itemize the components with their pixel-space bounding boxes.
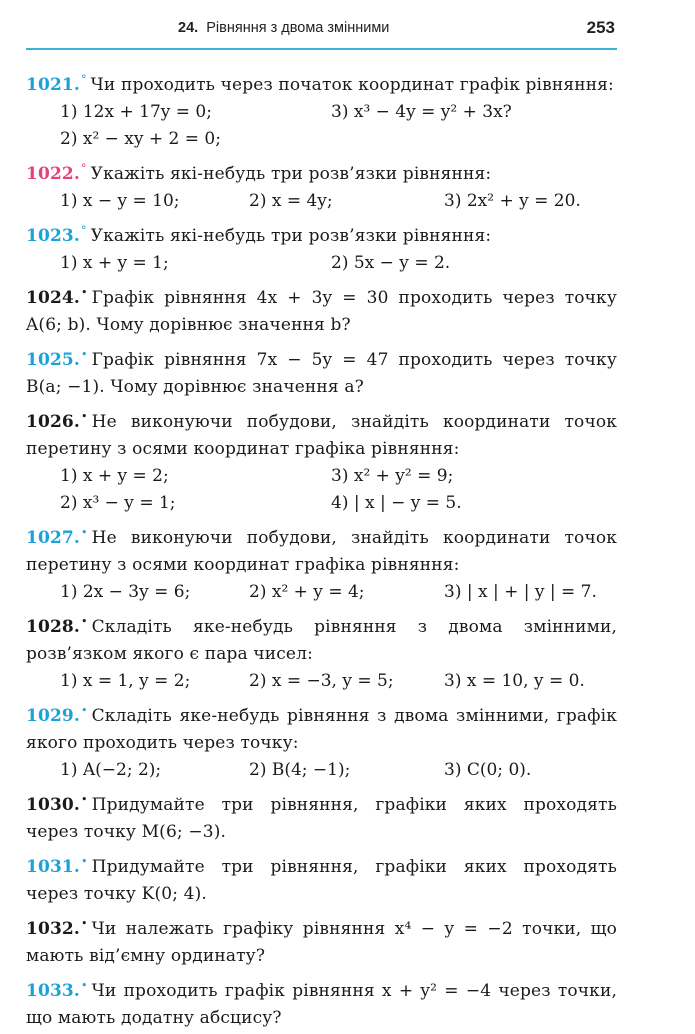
answer-option: 2) 5x − y = 2. [331, 253, 451, 273]
answer-option: 1) 2x − 3y = 6; [60, 582, 191, 602]
answer-option: 2) x³ − y = 1; [60, 493, 176, 513]
difficulty-mark: • [80, 793, 88, 806]
option-row [26, 490, 617, 517]
problem-statement [26, 403, 617, 463]
problem-text: Укажіть які-небудь три розв’язки рівняння: [90, 164, 492, 184]
answer-option: 3) C(0; 0). [444, 760, 532, 780]
section-number: 24. [178, 20, 199, 36]
answer-option: 3) x³ − 4y = y² + 3x? [331, 102, 512, 122]
problem-text: Не виконуючи побудови, знайдіть координати точок перетину з осями координат графіка рівняння: [26, 412, 617, 459]
problem-number: 1027. [26, 528, 80, 548]
problem-1022 [26, 155, 617, 215]
problem-text: Графік рівняння 7x − 5y = 47 проходить через точку B(a; −1). Чому дорівнює значення a? [26, 350, 617, 397]
problem-1021 [26, 66, 617, 153]
problem-number: 1033. [26, 981, 80, 1001]
problem-statement [26, 910, 617, 970]
problem-statement [26, 279, 617, 339]
option-row [26, 463, 617, 490]
problem-text: Графік рівняння 4x + 3y = 30 проходить через точку A(6; b). Чому дорівнює значення b? [26, 288, 617, 335]
problem-number: 1025. [26, 350, 80, 370]
answer-option: 1) A(−2; 2); [60, 760, 162, 780]
answer-option: 3) x² + y² = 9; [331, 466, 454, 486]
answer-option: 3) 2x² + y = 20. [444, 191, 581, 211]
problem-1031 [26, 848, 617, 908]
answer-option: 3) | x | + | y | = 7. [444, 582, 597, 602]
answer-option: 2) B(4; −1); [249, 760, 351, 780]
problem-statement [26, 155, 617, 188]
difficulty-mark: ° [80, 73, 87, 86]
answer-option: 2) x² − xy + 2 = 0; [60, 129, 221, 149]
problem-statement [26, 697, 617, 757]
difficulty-mark: • [80, 704, 88, 717]
problem-text: Придумайте три рівняння, графіки яких проходять через точку M(6; −3). [26, 795, 617, 842]
answer-option: 1) x + y = 1; [60, 253, 169, 273]
difficulty-mark: • [80, 917, 88, 930]
problem-text: Не виконуючи побудови, знайдіть координати точок перетину з осями координат графіка рівняння: [26, 528, 617, 575]
problem-number: 1024. [26, 288, 80, 308]
problem-1030 [26, 786, 617, 846]
problem-text: Укажіть які-небудь три розв’язки рівняння: [90, 226, 492, 246]
difficulty-mark: • [80, 979, 88, 992]
answer-option: 2) x = −3, y = 5; [249, 671, 394, 691]
difficulty-mark: • [80, 286, 88, 299]
header-rule [26, 48, 617, 50]
difficulty-mark: • [80, 526, 88, 539]
problem-statement [26, 341, 617, 401]
problem-statement [26, 66, 617, 99]
option-row [26, 579, 617, 606]
problem-number: 1031. [26, 857, 80, 877]
section-title: Рівняння з двома змінними [206, 20, 390, 36]
problem-number: 1026. [26, 412, 80, 432]
problem-number: 1029. [26, 706, 80, 726]
problem-text: Чи належать графіку рівняння x⁴ − y = −2 точки, що мають від’ємну ординату? [26, 919, 617, 966]
answer-option: 1) x + y = 2; [60, 466, 169, 486]
answer-option: 3) x = 10, y = 0. [444, 671, 585, 691]
option-row [26, 668, 617, 695]
difficulty-mark: • [80, 348, 88, 361]
difficulty-mark: ° [80, 224, 87, 237]
option-row [26, 250, 617, 277]
problem-text: Складіть яке-небудь рівняння з двома змінними, розв’язком якого є пара чисел: [26, 617, 617, 664]
option-row [26, 126, 617, 153]
option-row [26, 757, 617, 784]
problem-number: 1030. [26, 795, 80, 815]
option-row [26, 99, 617, 126]
answer-option: 4) | x | − y = 5. [331, 493, 462, 513]
problem-statement [26, 848, 617, 908]
problem-statement [26, 519, 617, 579]
answer-option: 2) x² + y = 4; [249, 582, 365, 602]
problem-1032 [26, 910, 617, 970]
option-row [26, 188, 617, 215]
problem-text: Придумайте три рівняння, графіки яких проходять через точку K(0; 4). [26, 857, 617, 904]
difficulty-mark: • [80, 410, 88, 423]
problem-1033 [26, 972, 617, 1032]
problem-number: 1028. [26, 617, 80, 637]
problem-1024 [26, 279, 617, 339]
difficulty-mark: • [80, 855, 88, 868]
problem-statement [26, 608, 617, 668]
problem-statement [26, 972, 617, 1032]
problem-1025 [26, 341, 617, 401]
problem-1027 [26, 519, 617, 606]
problem-number: 1021. [26, 75, 80, 95]
answer-option: 2) x = 4y; [249, 191, 333, 211]
problem-number: 1023. [26, 226, 80, 246]
problem-text: Складіть яке-небудь рівняння з двома змінними, графік якого проходить через точку: [26, 706, 617, 753]
problem-1023 [26, 217, 617, 277]
page-header [0, 0, 695, 50]
answer-option: 1) x − y = 10; [60, 191, 180, 211]
page-number: 253 [586, 18, 615, 37]
problem-1028 [26, 608, 617, 695]
problem-list [26, 66, 617, 1034]
difficulty-mark: • [80, 615, 88, 628]
problem-1026 [26, 403, 617, 517]
answer-option: 1) 12x + 17y = 0; [60, 102, 212, 122]
problem-1029 [26, 697, 617, 784]
problem-number: 1022. [26, 164, 80, 184]
problem-statement [26, 786, 617, 846]
problem-text: Чи проходить через початок координат графік рівняння: [90, 75, 614, 95]
problem-statement [26, 217, 617, 250]
difficulty-mark: ° [80, 162, 87, 175]
problem-number: 1032. [26, 919, 80, 939]
problem-text: Чи проходить графік рівняння x + y² = −4 через точки, що мають додатну абсцису? [26, 981, 617, 1028]
answer-option: 1) x = 1, y = 2; [60, 671, 191, 691]
section-heading [178, 20, 389, 36]
